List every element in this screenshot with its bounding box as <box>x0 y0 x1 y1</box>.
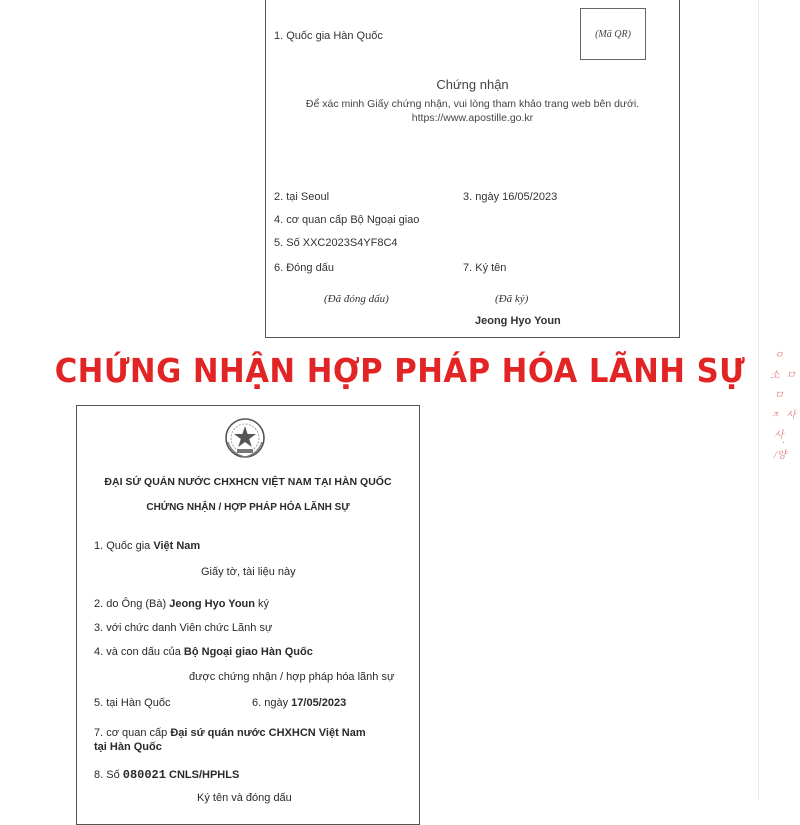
certificate-title: Chứng nhận <box>436 77 509 92</box>
page-edge-line <box>758 0 759 800</box>
margin-mark: ㅁ <box>786 370 796 381</box>
sign-line: Ký tên và đóng dấu <box>197 792 292 804</box>
issuer-line: 7. cơ quan cấp Đại sứ quán nước CHXHCN Việt Nam <box>94 727 366 739</box>
qr-code-box <box>580 8 646 60</box>
date-item: 3. ngày 16/05/2023 <box>463 191 558 203</box>
signer-name: Jeong Hyo Youn <box>475 315 561 327</box>
legalization-subheader: CHỨNG NHẬN / HỢP PHÁP HÓA LÃNH SỰ <box>146 502 350 513</box>
place-item: 2. tại Seoul <box>274 191 330 203</box>
certificate-description: Để xác minh Giấy chứng nhận, vui lòng tham khảo trang web bên dưới. <box>305 98 640 110</box>
document-line: Giấy tờ, tài liệu này <box>201 566 296 578</box>
number-line: 8. Số 080021 CNLS/HPHLS <box>94 768 240 782</box>
signer-value: Jeong Hyo Youn <box>169 598 255 610</box>
margin-mark: 사 <box>774 430 784 441</box>
signature-item: 7. Ký tên <box>463 262 507 274</box>
stamped-note: (Đã đóng dấu) <box>324 293 389 305</box>
authority-item: 4. cơ quan cấp Bộ Ngoại giao <box>274 214 420 226</box>
margin-marks <box>760 300 800 500</box>
certified-line: được chứng nhận / hợp pháp hóa lãnh sự <box>189 671 395 683</box>
place-line: 5. tại Hàn Quốc <box>94 697 171 709</box>
signed-note: (Đã ký) <box>495 293 529 305</box>
number-value: 080021 <box>122 768 166 782</box>
seal-line: 4. và con dấu của Bộ Ngoại giao Hàn Quốc <box>94 646 313 658</box>
banner-title: CHỨNG NHẬN HỢP PHÁP HÓA LÃNH SỰ <box>54 351 746 390</box>
country-item: 1. Quốc gia Hàn Quốc <box>274 30 383 42</box>
margin-mark: ㅁ <box>774 390 784 401</box>
seal-value: Bộ Ngoại giao Hàn Quốc <box>183 646 313 658</box>
apostille-certificate <box>265 0 680 338</box>
qr-label: (Mã QR) <box>595 28 631 40</box>
legalization-certificate <box>76 405 420 825</box>
verification-url: https://www.apostille.go.kr <box>411 112 534 124</box>
margin-mark: ㅇ <box>774 350 784 361</box>
issuer-value-line2: tại Hàn Quốc <box>94 741 162 753</box>
stamp-item: 6. Đóng dấu <box>274 262 334 274</box>
embassy-header: ĐẠI SỨ QUÁN NƯỚC CHXHCN VIỆT NAM TẠI HÀN QUỐC <box>104 476 392 488</box>
margin-mark: /양 <box>774 450 787 461</box>
margin-mark: · <box>782 438 785 449</box>
title-line: 3. với chức danh Viên chức Lãnh sự <box>94 622 273 634</box>
number-item: 5. Số XXC2023S4YF8C4 <box>274 237 398 249</box>
margin-mark: ㅈ <box>770 410 780 421</box>
margin-mark: 소 <box>770 370 780 381</box>
national-emblem-icon <box>224 416 266 460</box>
country-value: Việt Nam <box>153 540 201 552</box>
issuer-value: Đại sứ quán nước CHXHCN Việt Nam <box>170 727 366 739</box>
margin-mark: 사 <box>786 410 796 421</box>
number-code: CNLS/HPHLS <box>169 769 240 781</box>
place-value: Hàn Quốc <box>120 697 171 709</box>
date-value: 17/05/2023 <box>291 697 347 709</box>
signer-line: 2. do Ông (Bà) Jeong Hyo Youn ký <box>94 598 270 610</box>
date-line: 6. ngày 17/05/2023 <box>252 697 347 709</box>
country-line: 1. Quốc gia Việt Nam <box>94 540 201 552</box>
